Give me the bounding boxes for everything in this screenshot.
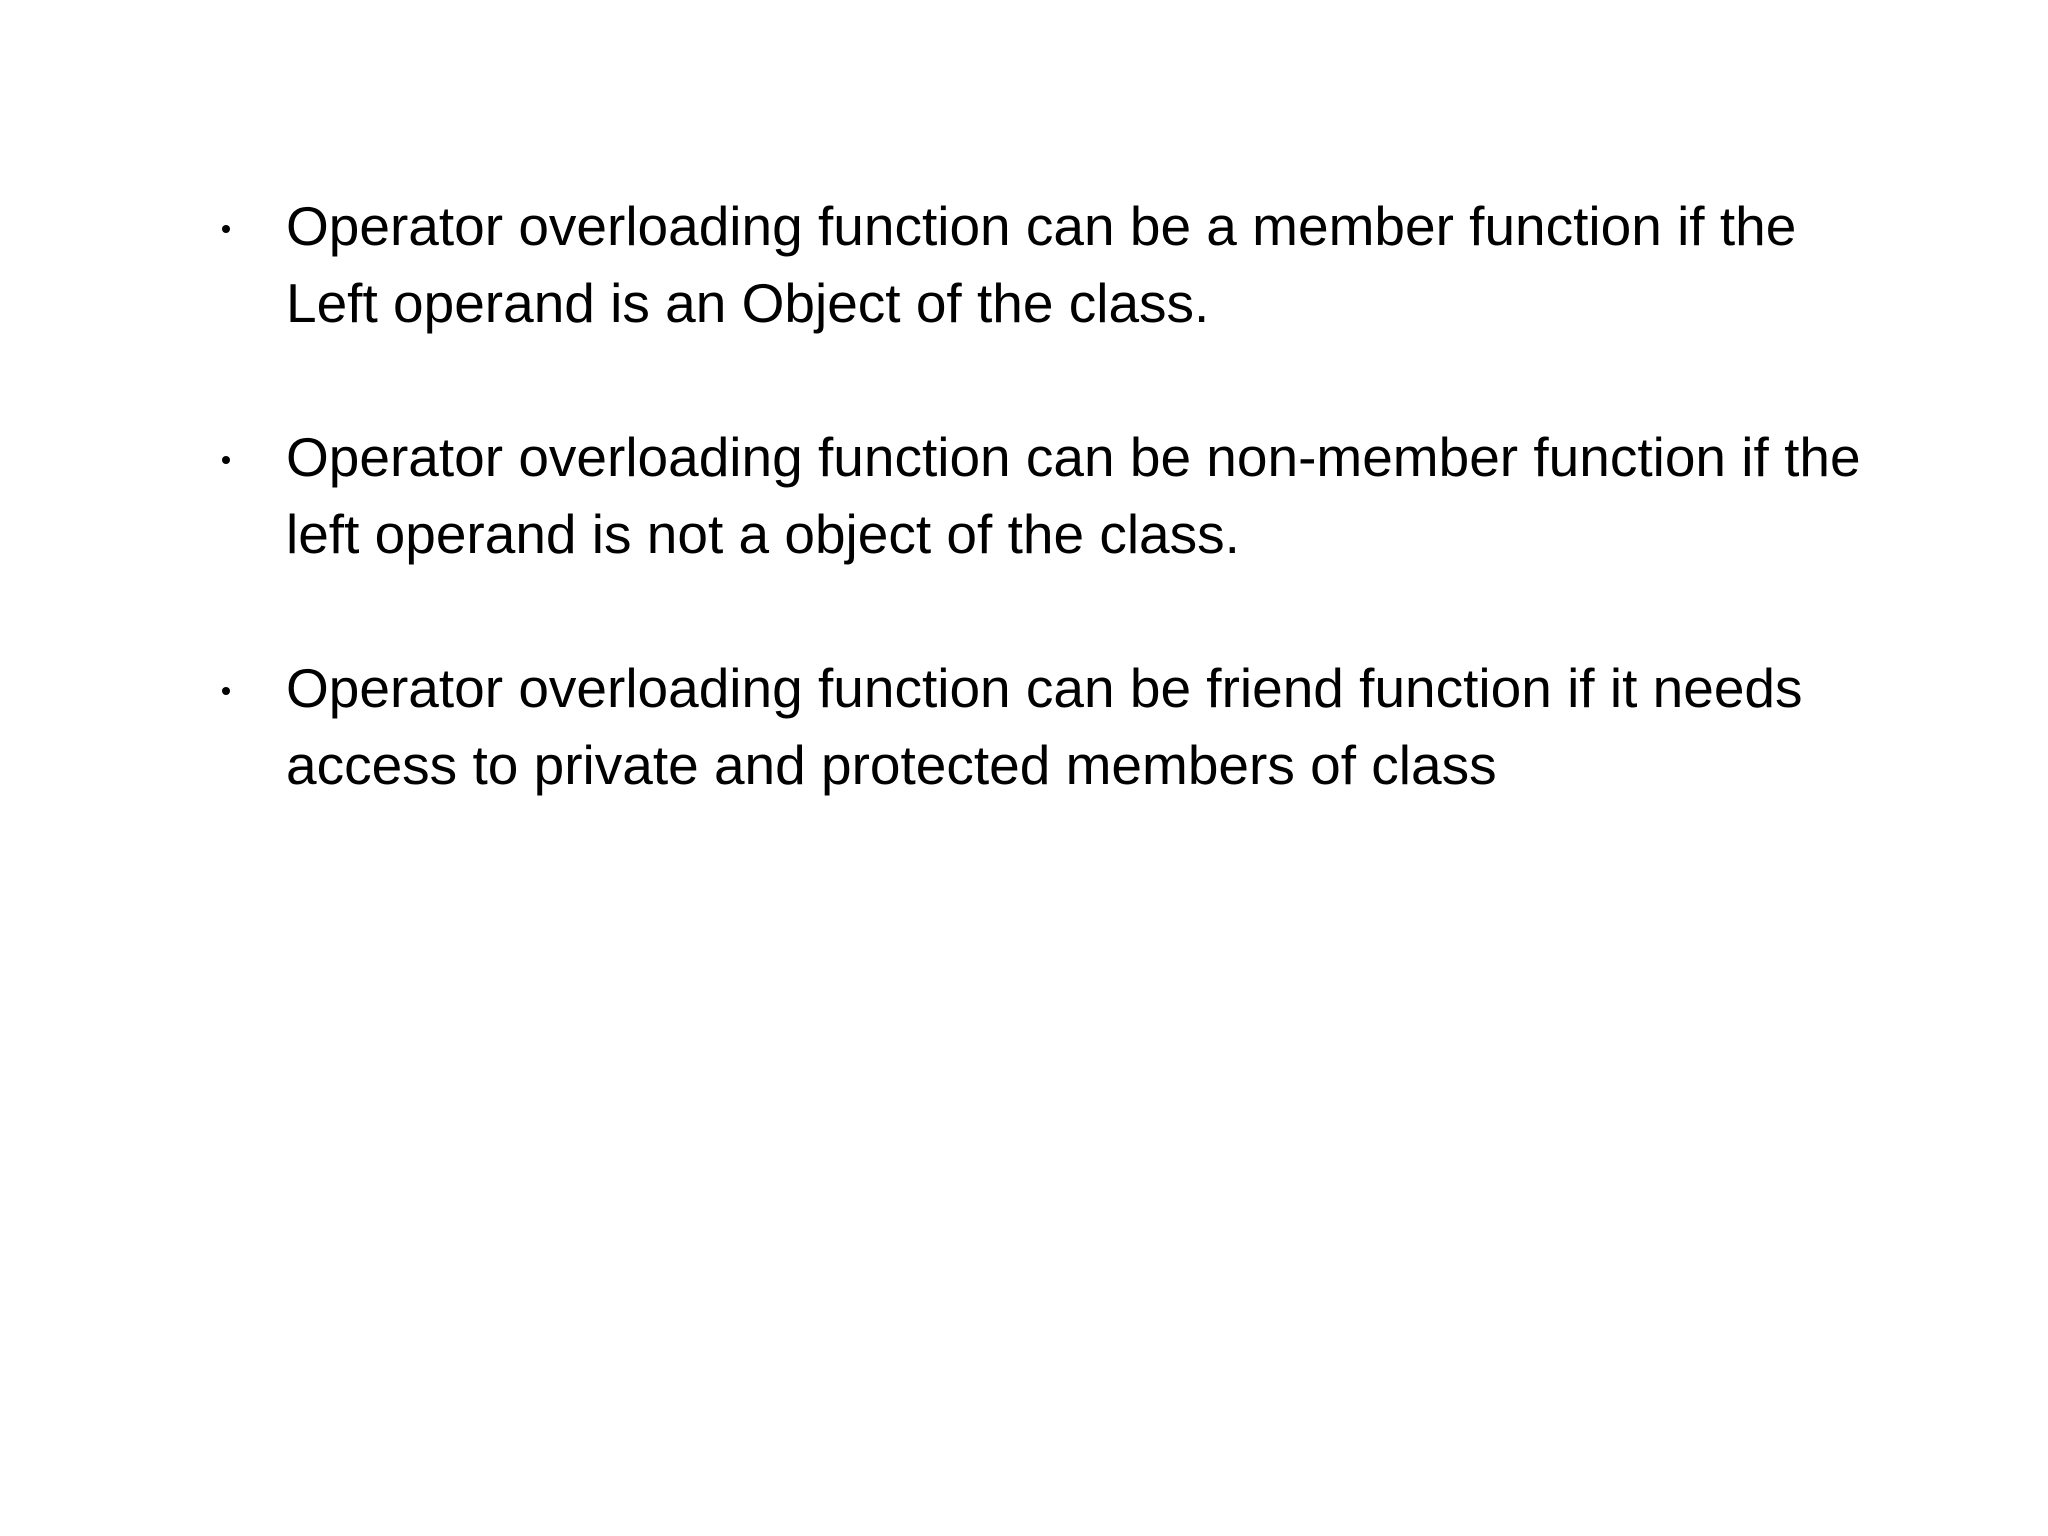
bullet-text: Operator overloading function can be a member function if the Left operand is an Object of the class. xyxy=(286,195,1797,334)
bullet-dot-icon xyxy=(222,456,230,464)
bullet-item-non-member-function xyxy=(222,419,1872,573)
bullet-item-friend-function xyxy=(222,650,1872,804)
bullet-text: Operator overloading function can be friend function if it needs access to private and protected members of class xyxy=(286,657,1803,796)
bullet-dot-icon xyxy=(222,687,230,695)
bullet-list xyxy=(222,188,1872,804)
bullet-item-member-function xyxy=(222,188,1872,342)
bullet-text: Operator overloading function can be non-member function if the left operand is not a object of the class. xyxy=(286,426,1861,565)
bullet-dot-icon xyxy=(222,225,230,233)
